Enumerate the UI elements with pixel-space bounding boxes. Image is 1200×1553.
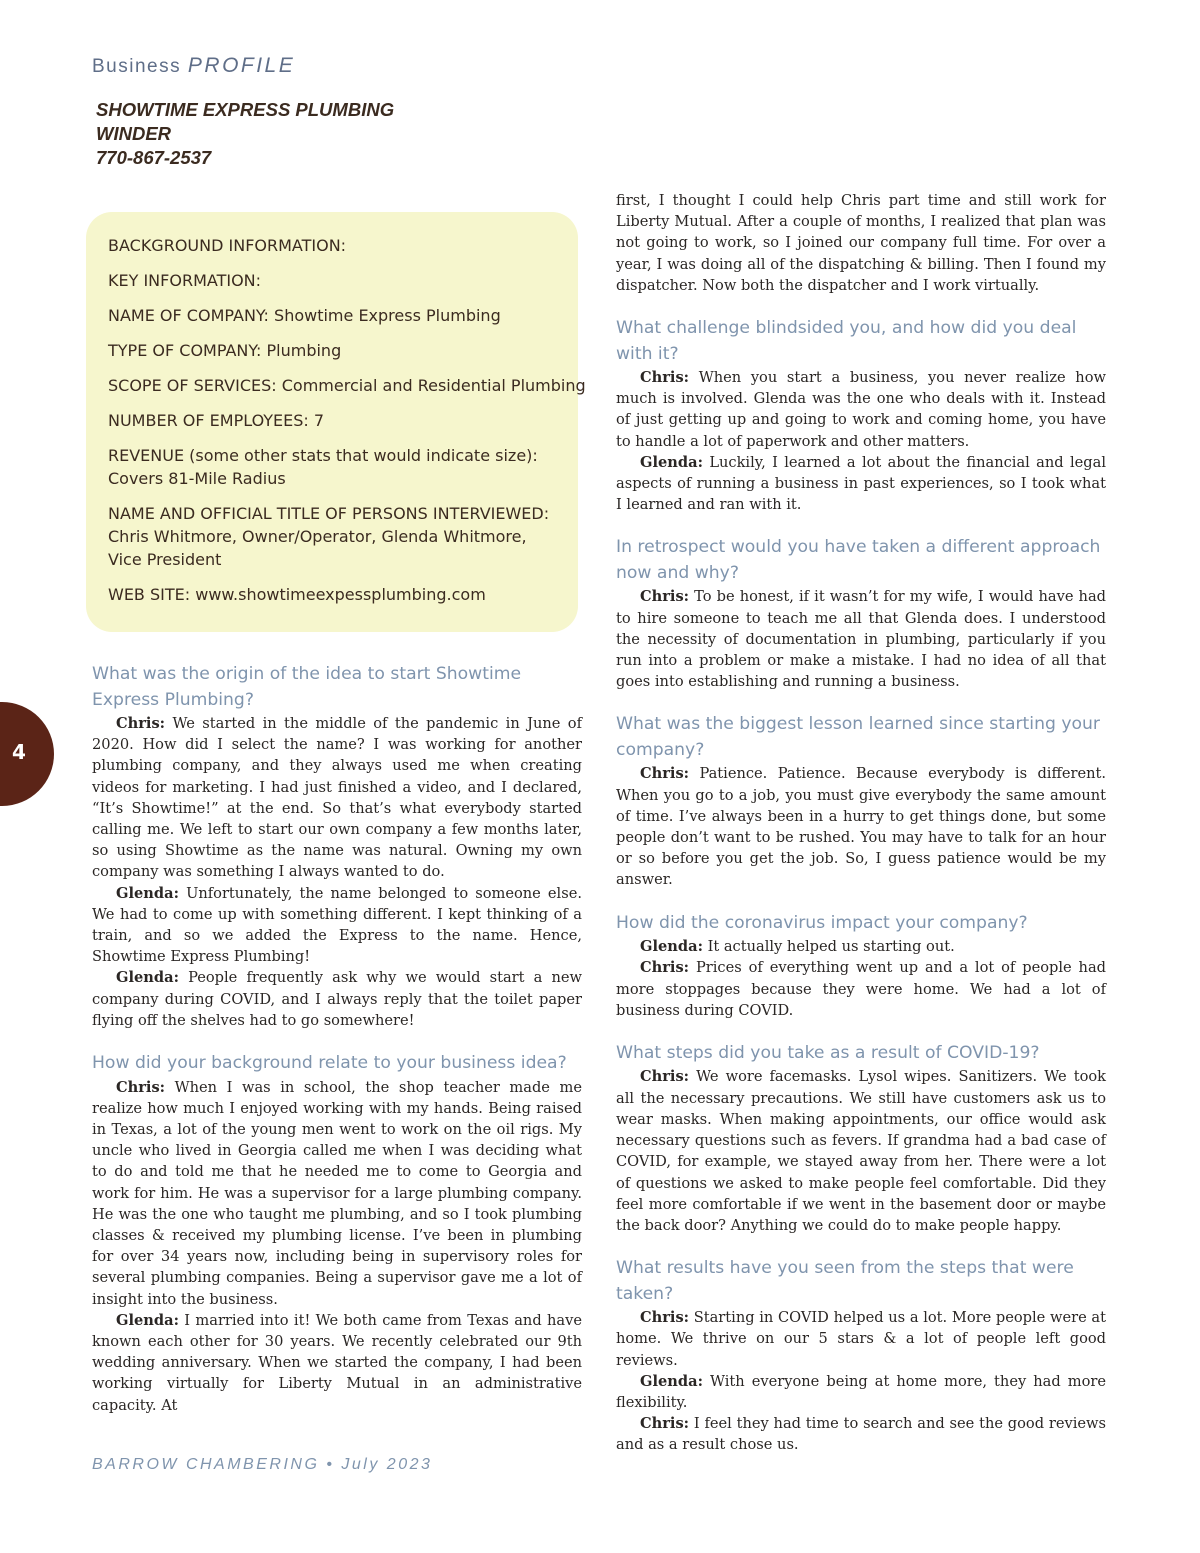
answer-text: I feel they had time to search and see the good reviews and as a result chose us. [616,1415,1106,1454]
company-phone: 770-867-2537 [96,147,212,168]
info-persons-label: NAME AND OFFICIAL TITLE OF PERSONS INTERVIEWED: [108,504,550,523]
info-employees: NUMBER OF EMPLOYEES: 7 [108,411,325,430]
info-revenue [108,444,566,490]
question-heading: In retrospect would you have taken a different approach now and why? [616,537,1101,583]
continued-paragraph: first, I thought I could help Chris part time and still work for Liberty Mutual. After a couple of months, I realized that plan was not going to work, so I joined our company full time. For over a year, I was doing all of the dispatching & billing. Then I found my dispatcher. Now both the dispatcher and I work virtually. [616,192,1106,294]
answer-paragraph [616,1413,1106,1455]
answer-text: People frequently ask why we would start a new company during COVID, and I always reply that the toilet paper flying off the shelves had to go somewhere! [92,969,582,1029]
speaker-name: Chris: [640,588,690,606]
speaker-name: Chris: [116,715,166,732]
answer-paragraph [92,967,582,1031]
info-key: KEY INFORMATION: [108,271,262,290]
info-persons-line2: Vice President [108,550,222,569]
answer-text: Prices of everything went up and a lot of people had more stoppages because they were home. We had a lot of business during COVID. [616,959,1106,1019]
question-heading: What steps did you take as a result of COVID-19? [616,1042,1040,1063]
answer-text: When you start a business, you never realize how much is involved. Glenda was the one who deals with it. Instead of just getting up and going to work and coming home, you have to handle a lot of paperwork and other matters. [616,369,1106,450]
kicker-emphasis: PROFILE [187,54,296,77]
answer-paragraph [616,452,1106,516]
answer-paragraph [92,1077,582,1310]
answer-paragraph [616,763,1106,890]
speaker-name: Chris: [116,1078,166,1096]
answer-text: When I was in school, the shop teacher made me realize how much I enjoyed working with my hands. Being raised in Texas, a lot of the young men went to work on the oil rigs. My uncle who lived in Georgia called me when I was deciding what to do and told me that he needed me to come to Georgia and work for him. He was a supervisor for a large plumbing company. He was the one who taught me plumbing, and so I took plumbing classes & received my plumbing license. I’ve been in plumbing for over 34 years now, including being in supervisory roles for several plumbing companies. Being a supervisor gave me a lot of insight into the business. [92,1078,582,1308]
info-persons [108,502,566,571]
speaker-name: Chris: [640,765,690,783]
speaker-name: Chris: [640,1415,690,1433]
answer-paragraph [616,1371,1106,1413]
speaker-name: Glenda: [116,1311,179,1329]
info-background: BACKGROUND INFORMATION: [108,236,347,255]
question-heading: What challenge blindsided you, and how did you deal with it? [616,318,1077,364]
speaker-name: Glenda: [116,884,179,902]
answer-text: I married into it! We both came from Texas and have known each other for 30 years. We recently celebrated our 9th wedding anniversary. When we started the company, I had been working virtually for Liberty Mutual in an administrative capacity. At [92,1311,582,1414]
answer-text: To be honest, if it wasn’t for my wife, I would have had to hire someone to teach me all that Glenda does. I understood the necessity of documentation in plumbing, particularly if you run into a problem or make a mistake. I had no idea of all that goes into establishing and running a business. [616,588,1106,691]
page-number-tab [0,702,54,806]
info-company-type: TYPE OF COMPANY: Plumbing [108,341,342,360]
answer-text: Luckily, I learned a lot about the financial and legal aspects of running a business in past experiences, so I took what I learned and ran with it. [616,453,1106,514]
info-website: WEB SITE: www.showtimeexpessplumbing.com [108,585,486,604]
question-heading: What was the origin of the idea to start Showtime Express Plumbing? [92,664,522,710]
company-name: SHOWTIME EXPRESS PLUMBING [96,99,395,120]
article-column-left [92,662,582,1416]
answer-paragraph [92,883,582,968]
answer-text: It actually helped us starting out. [702,938,955,956]
answer-text: Starting in COVID helped us a lot. More people were at home. We thrive on our 5 stars & a lot of people left good reviews. [616,1309,1106,1369]
speaker-name: Chris: [640,369,690,387]
article-column-right [616,190,1106,1456]
speaker-name: Glenda: [116,969,179,987]
info-revenue-label: REVENUE (some other stats that would indicate size): [108,446,538,465]
company-header [96,98,394,170]
answer-paragraph [616,586,1106,692]
question-heading: What was the biggest lesson learned since starting your company? [616,714,1100,760]
answer-text: Unfortunately, the name belonged to someone else. We had to come up with something different. I kept thinking of a train, and so we added the Express to the name. Hence, Showtime Express Plumbing! [92,884,582,966]
speaker-name: Chris: [640,1309,690,1327]
speaker-name: Chris: [640,959,690,977]
answer-paragraph [616,367,1106,452]
answer-text: We started in the middle of the pandemic in June of 2020. How did I select the name? I was working for another plumbing company, and they always used me when creating videos for marketing. I had just finished a video, and I declared, “It’s Showtime!” at the end. So that’s what everybody started calling me. We left to start our own company a few months later, so using Showtime as the name was natural. Owning my own company was something I always wanted to do. [92,715,582,881]
answer-paragraph [616,936,1106,957]
info-scope: SCOPE OF SERVICES: Commercial and Residential Plumbing [108,376,586,395]
question-heading: How did the coronavirus impact your company? [616,912,1028,933]
answer-paragraph [92,1310,582,1416]
company-city: WINDER [96,123,172,144]
kicker-label: Business [92,56,182,77]
speaker-name: Glenda: [640,938,703,956]
question-heading: What results have you seen from the steps that were taken? [616,1258,1074,1304]
answer-text: We wore facemasks. Lysol wipes. Sanitizers. We took all the necessary precautions. We still have customers ask us to wear masks. When making appointments, our office would ask necessary questions such as fevers. If grandma had a bad case of COVID, for example, we stayed away from her. There were a lot of questions we asked to make people feel comfortable. Did they feel more comfortable if we went in the basement door or maybe the back door? Anything we could do to make people happy. [616,1068,1106,1234]
answer-paragraph [616,1307,1106,1371]
speaker-name: Glenda: [640,1372,703,1390]
speaker-name: Glenda: [640,453,703,471]
page-number: 4 [12,740,26,764]
answer-paragraph [616,1066,1106,1236]
answer-text: Patience. Patience. Because everybody is different. When you go to a job, you must give everybody the same amount of time. I’ve always been in a hurry to get things done, but some people don’t want to be rushed. You may have to talk for an hour or so before you get the job. So, I guess patience would be my answer. [616,765,1106,889]
answer-paragraph [616,957,1106,1021]
page-footer: BARROW CHAMBERING • July 2023 [92,1456,433,1473]
info-box [86,212,586,632]
speaker-name: Chris: [640,1068,690,1086]
info-revenue-value: Covers 81-Mile Radius [108,469,286,488]
question-heading: How did your background relate to your business idea? [92,1053,567,1074]
info-persons-line1: Chris Whitmore, Owner/Operator, Glenda Whitmore, [108,527,527,546]
answer-text: With everyone being at home more, they had more flexibility. [616,1372,1106,1411]
info-company-name: NAME OF COMPANY: Showtime Express Plumbing [108,306,501,325]
section-kicker [92,54,295,78]
answer-paragraph [92,713,582,883]
